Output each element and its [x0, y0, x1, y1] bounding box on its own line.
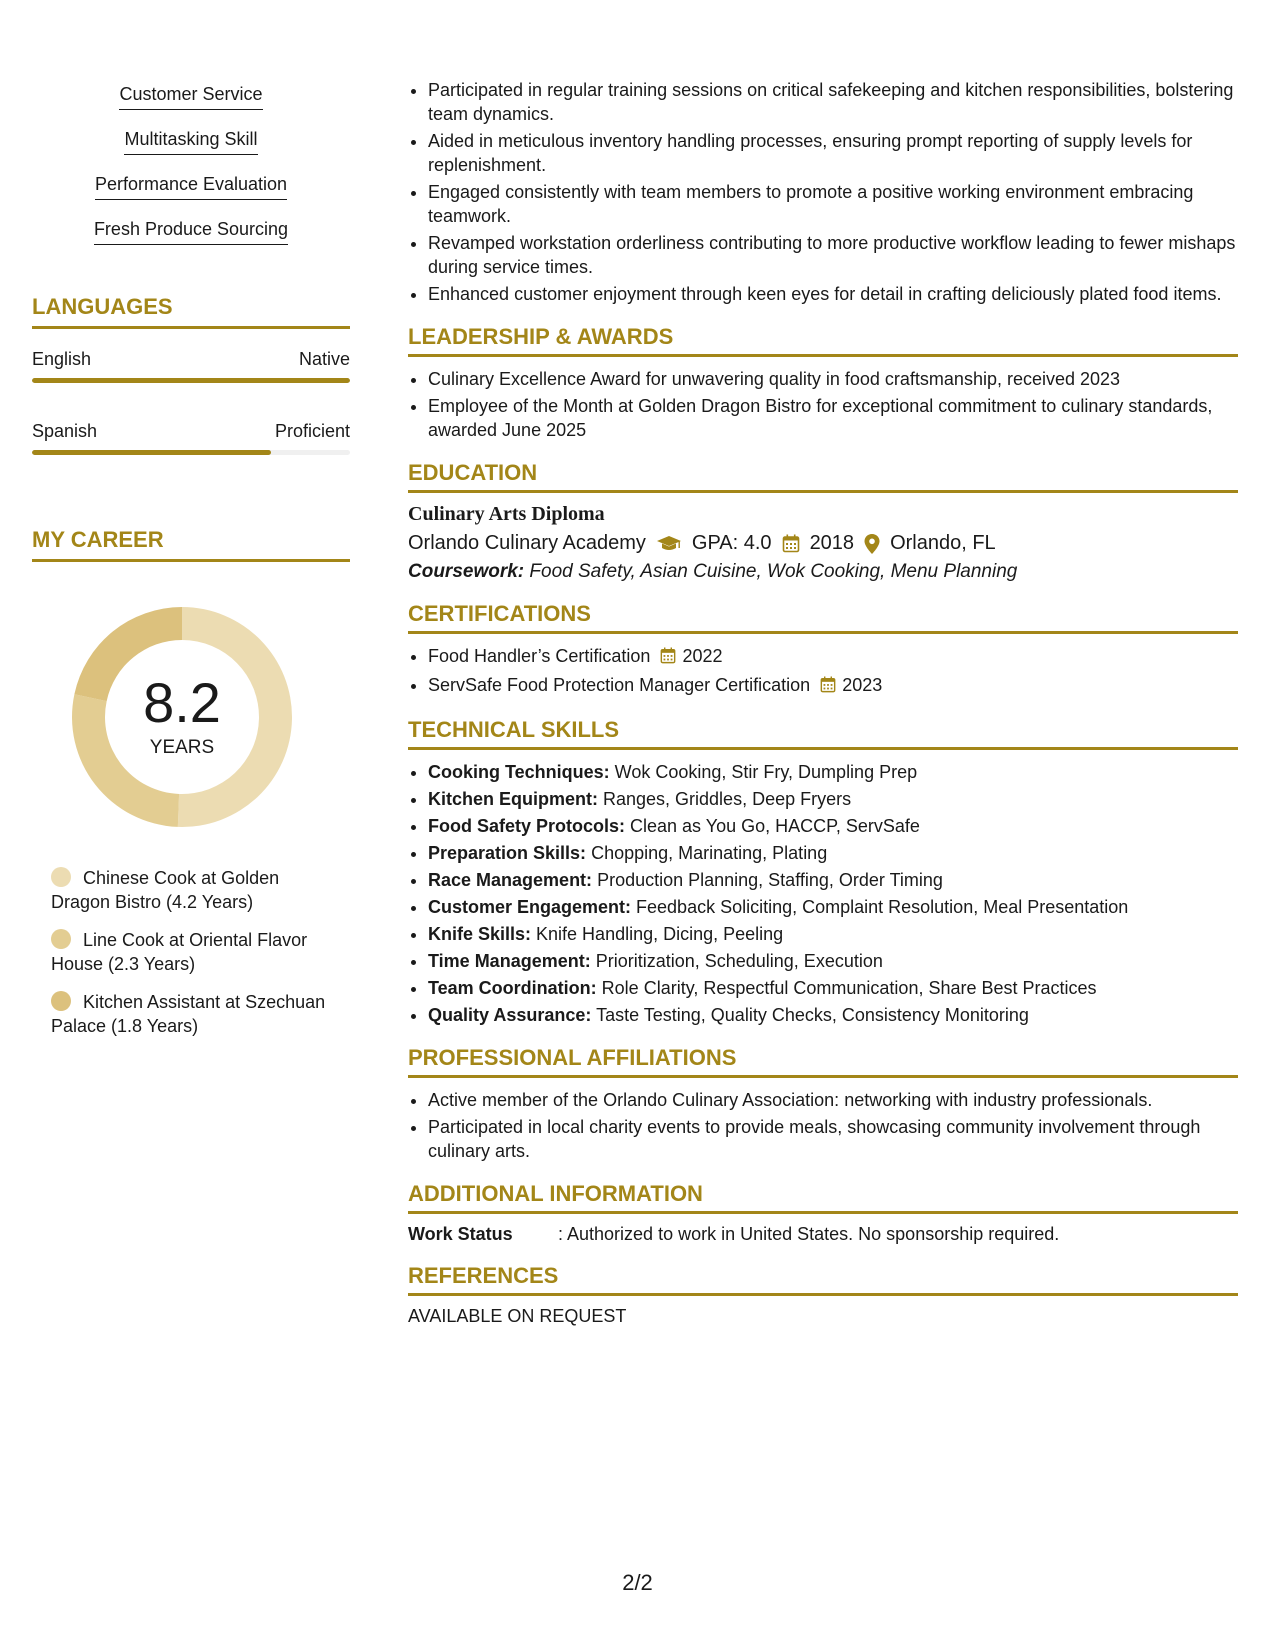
calendar-icon — [660, 646, 676, 670]
education-school: Orlando Culinary Academy — [408, 532, 646, 554]
legend-dot — [51, 929, 71, 949]
skill-label: Preparation Skills: — [428, 843, 587, 863]
list-item — [428, 1003, 1238, 1027]
awards-heading: LEADERSHIP & AWARDS — [408, 324, 1238, 357]
career-legend — [51, 866, 331, 1038]
languages-heading: LANGUAGES — [32, 294, 350, 329]
legend-item — [51, 990, 331, 1038]
education-degree: Culinary Arts Diploma — [408, 503, 605, 525]
list-item — [428, 841, 1238, 865]
list-item: • Culinary Excellence Award for unwavering quality in food craftsmanship, received 2023 — [428, 367, 1238, 391]
awards-list — [408, 367, 1238, 442]
list-item — [428, 922, 1238, 946]
skill-tag: Customer Service — [119, 84, 262, 110]
skill-value: Ranges, Griddles, Deep Fryers — [598, 789, 852, 809]
list-item: • Active member of the Orlando Culinary Association: networking with industry professionals. — [428, 1088, 1238, 1112]
list-item — [428, 814, 1238, 838]
skill-tags — [32, 84, 350, 264]
coursework-label: Coursework: — [408, 561, 525, 582]
skill-label: Race Management: — [428, 870, 593, 890]
career-heading: MY CAREER — [32, 527, 350, 562]
page-number: 2/2 — [622, 1570, 653, 1595]
skill-value: Clean as You Go, HACCP, ServSafe — [625, 816, 920, 836]
list-item — [428, 976, 1238, 1000]
career-donut — [67, 602, 297, 832]
skill-tag: Multitasking Skill — [124, 129, 257, 155]
technical-skills-heading: TECHNICAL SKILLS — [408, 717, 1238, 750]
education-gpa: GPA: 4.0 — [691, 532, 772, 554]
skill-label: Customer Engagement: — [428, 897, 632, 917]
list-item — [428, 644, 1238, 670]
skill-value: Production Planning, Staffing, Order Timing — [592, 870, 943, 890]
work-status-value: : Authorized to work in United States. No sponsorship required. — [558, 1224, 1060, 1244]
skill-tag: Performance Evaluation — [95, 174, 287, 200]
education-coursework — [408, 561, 1238, 583]
certification-name: ServSafe Food Protection Manager Certification — [428, 675, 811, 695]
list-item: • Employee of the Month at Golden Dragon Bistro for exceptional commitment to culinary standards, awarded June 2025 — [428, 394, 1238, 442]
skill-value: Role Clarity, Respectful Communication, Share Best Practices — [596, 978, 1097, 998]
skill-value: Chopping, Marinating, Plating — [586, 843, 828, 863]
list-item: • Participated in regular training sessions on critical safekeeping and kitchen responsibilities, bolstering team dynamics. — [428, 78, 1238, 126]
language-name: Spanish — [32, 421, 98, 441]
right-column — [408, 78, 1238, 1327]
skill-label: Cooking Techniques: — [428, 762, 610, 782]
calendar-icon — [820, 675, 836, 699]
left-column — [32, 84, 350, 1052]
career-total: 8.2 — [143, 671, 221, 734]
skill-label: Team Coordination: — [428, 978, 597, 998]
language-bar — [32, 450, 350, 455]
certification-name: Food Handler’s Certification — [428, 646, 651, 666]
language-bar — [32, 378, 350, 383]
skill-value: Feedback Soliciting, Complaint Resolution, Meal Presentation — [631, 897, 1129, 917]
certification-year: 2022 — [682, 646, 723, 666]
skill-value: Wok Cooking, Stir Fry, Dumpling Prep — [609, 762, 918, 782]
experience-bullets — [408, 78, 1238, 306]
language-item — [32, 349, 350, 383]
skill-label: Quality Assurance: — [428, 1005, 592, 1025]
location-pin-icon — [864, 534, 880, 554]
list-item — [428, 760, 1238, 784]
education-heading: EDUCATION — [408, 460, 1238, 493]
legend-label: Line Cook at Oriental Flavor House (2.3 Years) — [51, 930, 308, 974]
references-text: AVAILABLE ON REQUEST — [408, 1306, 627, 1326]
work-status-label: Work Status — [408, 1224, 513, 1244]
coursework-value: Food Safety, Asian Cuisine, Wok Cooking, Menu Planning — [524, 561, 1018, 582]
work-status-row — [408, 1224, 1238, 1245]
skill-value: Knife Handling, Dicing, Peeling — [531, 924, 784, 944]
skill-value: Prioritization, Scheduling, Execution — [590, 951, 883, 971]
list-item: • Aided in meticulous inventory handling processes, ensuring prompt reporting of supply levels for replenishment. — [428, 129, 1238, 177]
certifications-list — [408, 644, 1238, 699]
skill-label: Knife Skills: — [428, 924, 532, 944]
certifications-heading: CERTIFICATIONS — [408, 601, 1238, 634]
list-item: • Revamped workstation orderliness contributing to more productive workflow leading to fewer mishaps during service times. — [428, 231, 1238, 279]
legend-item — [51, 866, 331, 914]
legend-label: Chinese Cook at Golden Dragon Bistro (4.2 Years) — [51, 868, 280, 912]
legend-dot — [51, 991, 71, 1011]
skill-label: Time Management: — [428, 951, 591, 971]
legend-item — [51, 928, 331, 976]
certification-year: 2023 — [842, 675, 883, 695]
technical-skills-list — [408, 760, 1238, 1027]
skill-tag: Fresh Produce Sourcing — [94, 219, 288, 245]
language-name: English — [32, 349, 92, 369]
affiliations-list — [408, 1088, 1238, 1163]
education-location: Orlando, FL — [890, 532, 996, 554]
list-item — [428, 673, 1238, 699]
graduation-cap-icon — [656, 535, 682, 553]
language-bar-fill — [32, 450, 271, 455]
education-details — [408, 532, 1238, 555]
calendar-icon — [782, 534, 800, 553]
references-heading: REFERENCES — [408, 1263, 1238, 1296]
language-item — [32, 421, 350, 455]
additional-heading: ADDITIONAL INFORMATION — [408, 1181, 1238, 1214]
list-item: • Engaged consistently with team members to promote a positive working environment embracing teamwork. — [428, 180, 1238, 228]
list-item — [428, 949, 1238, 973]
skill-label: Kitchen Equipment: — [428, 789, 598, 809]
list-item — [428, 787, 1238, 811]
skill-value: Taste Testing, Quality Checks, Consistency Monitoring — [591, 1005, 1029, 1025]
list-item — [428, 895, 1238, 919]
list-item — [428, 868, 1238, 892]
skill-label: Food Safety Protocols: — [428, 816, 626, 836]
language-level: Proficient — [274, 421, 350, 441]
education-year: 2018 — [809, 532, 855, 554]
legend-dot — [51, 867, 71, 887]
language-bar-fill — [32, 378, 350, 383]
list-item: • Participated in local charity events to provide meals, showcasing community involvement through culinary arts. — [428, 1115, 1238, 1163]
list-item: • Enhanced customer enjoyment through keen eyes for detail in crafting deliciously plated food items. — [428, 282, 1238, 306]
language-level: Native — [298, 349, 350, 369]
career-unit: YEARS — [149, 737, 215, 758]
affiliations-heading: PROFESSIONAL AFFILIATIONS — [408, 1045, 1238, 1078]
legend-label: Kitchen Assistant at Szechuan Palace (1.8 Years) — [51, 992, 326, 1036]
